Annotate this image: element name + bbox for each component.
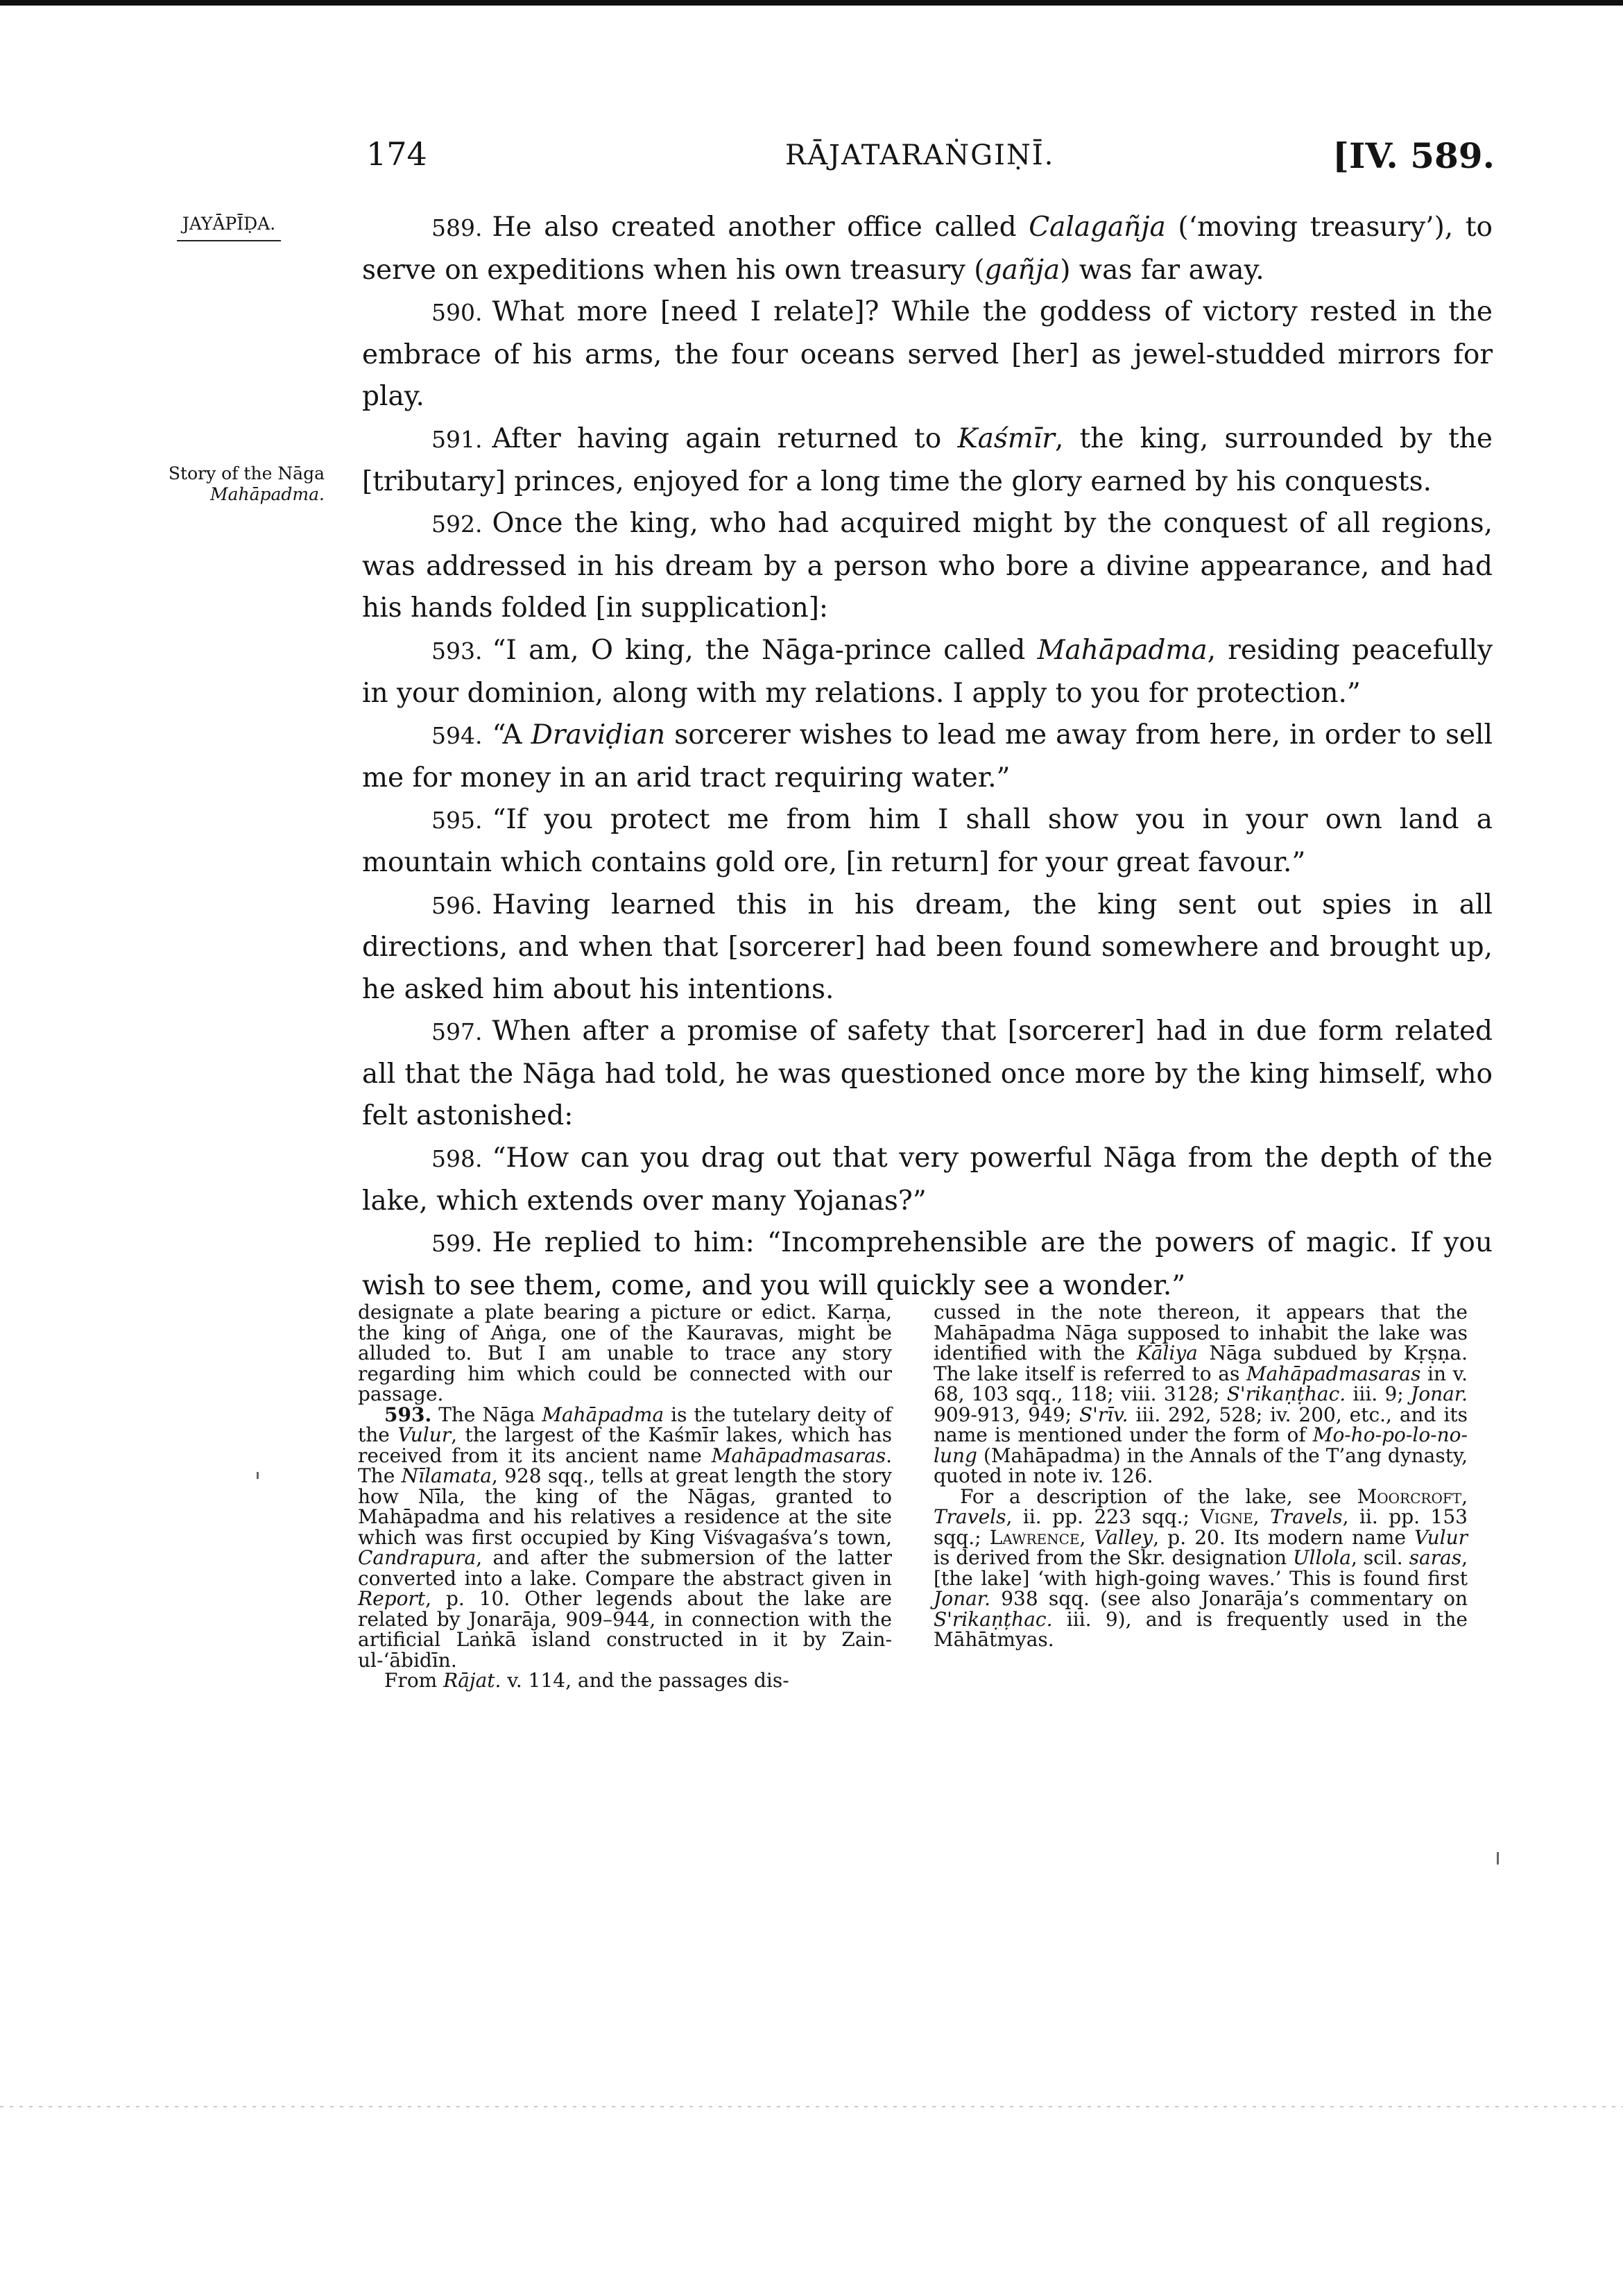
- verse-number: 593.: [431, 637, 483, 665]
- margin-note-story-line1: Story of the Nāga: [168, 463, 325, 483]
- note-text: , p. 10. Other legends about the lake are related by Jonarāja, 909–944, in connection with the artificial Laṅkā island constructed in it by Zain-ul-‘ābidīn.: [358, 1587, 892, 1672]
- verse-number: 596.: [431, 891, 483, 919]
- verse-italic: Mahāpadma: [1037, 634, 1208, 666]
- verse-592: [362, 503, 1493, 630]
- verse-text: , the king, surrounded by the [tributary] princes, enjoyed for a long time the glory earned by his conquests.: [362, 422, 1493, 497]
- verse-598: [362, 1138, 1493, 1222]
- note-text: The Nāga: [431, 1403, 542, 1426]
- verse-italic: gañja: [984, 254, 1060, 286]
- verse-italic: Kaśmīr: [957, 422, 1055, 454]
- verse-text: “How can you drag out that very powerful Nāga from the depth of the lake, which extends over many Yojanas?”: [362, 1142, 1493, 1217]
- note-paragraph: [934, 1484, 1468, 1651]
- note-smallcaps: Lawrence: [989, 1525, 1080, 1549]
- verse-text: sorcerer wishes to lead me away from here, in order to sell me for money in an arid tract requiring water.”: [362, 719, 1493, 794]
- verse-text: Having learned this in his dream, the king sent out spies in all directions, and when that [sorcerer] had been found somewhere and brought up, he asked him about his intentions.: [362, 889, 1493, 1005]
- verse-text: “A: [492, 719, 531, 751]
- note-italic: S'rikaṇṭhac.: [1226, 1382, 1346, 1405]
- footnotes-right-column: [934, 1302, 1468, 1650]
- margin-note-jayapida: [177, 214, 281, 241]
- verse-text: “I am, O king, the Nāga-prince called: [492, 634, 1038, 666]
- top-edge-rule: [0, 0, 1623, 6]
- verse-number: 598.: [431, 1145, 483, 1173]
- verse-597: [362, 1011, 1493, 1138]
- note-text: For a description of the lake, see: [960, 1484, 1357, 1508]
- verse-italic: Draviḍian: [531, 719, 666, 751]
- note-italic: S'rikaṇṭhac.: [934, 1607, 1053, 1631]
- note-text: iii. 9;: [1346, 1382, 1411, 1405]
- verse-596: [362, 884, 1493, 1011]
- note-italic: Vulur: [397, 1423, 452, 1446]
- note-italic: Mahāpadma: [542, 1403, 664, 1426]
- note-smallcaps: Moorcroft: [1357, 1484, 1462, 1508]
- verse-text: , residing peacefully in your dominion, along with my relations. I apply to you for protection.”: [362, 634, 1493, 709]
- verse-590: [362, 291, 1493, 418]
- note-italic: Mo-ho-po-lo-no-lung: [934, 1423, 1468, 1467]
- note-text: . The: [358, 1443, 892, 1487]
- verse-number: 599.: [431, 1230, 483, 1258]
- main-text: [362, 207, 1493, 1307]
- verse-text: He replied to him: “Incomprehensible are the powers of magic. If you wish to see them, come, and you will quickly see a wonder.”: [362, 1227, 1493, 1301]
- margin-note-story: [169, 463, 325, 505]
- note-italic: Ullola: [1292, 1546, 1351, 1569]
- note-text: ,: [1079, 1525, 1094, 1549]
- verse-number: 591.: [431, 425, 483, 453]
- verse-number: 597.: [431, 1018, 483, 1046]
- note-italic: Report: [358, 1587, 426, 1610]
- verse-text: (‘moving treasury’), to serve on expeditions when his own treasury (: [362, 212, 1493, 286]
- verse-number: 590.: [431, 299, 483, 327]
- note-text: is the tutelary deity of the: [358, 1403, 892, 1446]
- scan-speck: [1497, 1852, 1499, 1865]
- verse-number: 589.: [431, 214, 483, 241]
- note-smallcaps: Vigne: [1200, 1505, 1253, 1528]
- scan-speck: [257, 1472, 259, 1479]
- note-italic: Vulur: [1414, 1525, 1468, 1549]
- note-text: , and after the submersion of the latter converted into a lake. Compare the abstract given in: [358, 1546, 892, 1590]
- note-italic: Kāliya: [1136, 1342, 1198, 1364]
- note-text: , [the lake] ‘with high-going waves.’ This is found first: [934, 1546, 1468, 1590]
- note-text: designate a plate bearing a picture or edict. Karṇa, the king of Aṅga, one of the Kauravas, might be alluded to. But I am unable to trace any story regarding him which could be connected with our passage.: [358, 1301, 892, 1405]
- note-text: From: [384, 1669, 444, 1692]
- verse-text: What more [need I relate]? While the goddess of victory rested in the embrace of his arms, the four oceans served [her] as jewel-studded mirrors for play.: [362, 296, 1493, 413]
- note-italic: Jonar.: [1410, 1382, 1468, 1405]
- note-italic: Jonar.: [934, 1587, 991, 1610]
- verse-text: When after a promise of safety that [sorcerer] had in due form related all that the Nāga had told, he was questioned once more by the king himself, who felt astonished:: [362, 1016, 1493, 1132]
- footnotes-left-column: [358, 1302, 892, 1691]
- note-number: 593.: [384, 1403, 432, 1426]
- note-text: in v. 68, 103 sqq., 118; viii. 3128;: [934, 1362, 1468, 1405]
- running-title: RĀJATARAṄGIṆĪ.: [785, 139, 1055, 171]
- verse-text: “If you protect me from him I shall show you in your own land a mountain which contains gold ore, [in return] for your great favour.”: [362, 804, 1493, 878]
- note-text: 938 sqq. (see also Jonarāja’s commentary on: [990, 1587, 1468, 1610]
- verse-text: ) was far away.: [1060, 254, 1264, 286]
- section-reference: [IV. 589.: [1332, 135, 1495, 176]
- note-italic: S'rīv.: [1079, 1403, 1128, 1426]
- note-italic: Candrapura: [358, 1546, 476, 1569]
- verse-text: Once the king, who had acquired might by the conquest of all regions, was addressed in his dream by a person who bore a divine appearance, and had his hands folded [in supplication]:: [362, 508, 1493, 624]
- note-italic: Travels: [1270, 1505, 1343, 1528]
- verse-text: He also created another office called: [492, 212, 1029, 243]
- verse-591: [362, 418, 1493, 503]
- margin-note-jayapida-text: JAYĀPĪḌA.: [182, 214, 276, 234]
- verse-595: [362, 799, 1493, 884]
- margin-note-story-line2: Mahāpadma.: [210, 484, 325, 504]
- note-italic: Nīlamata: [401, 1464, 492, 1487]
- note-text: , scil.: [1350, 1546, 1409, 1569]
- note-593: [358, 1405, 892, 1671]
- note-italic: Mahāpadmasaras: [1246, 1362, 1421, 1385]
- note-paragraph: [358, 1302, 892, 1405]
- note-italic: Rājat.: [443, 1669, 501, 1692]
- note-text: ,: [1253, 1505, 1271, 1528]
- note-italic: saras: [1409, 1546, 1462, 1569]
- note-italic: Mahāpadmasaras: [711, 1443, 886, 1467]
- note-text: (Mahāpadma) in the Annals of the T’ang dynasty, quoted in note iv. 126.: [934, 1443, 1468, 1487]
- verse-594: [362, 714, 1493, 799]
- verse-589: [362, 207, 1493, 291]
- note-text: iii. 9), and is frequently used in the Māhātmyas.: [934, 1607, 1468, 1651]
- note-text: iii. 292, 528; iv. 200, etc., and its name is mentioned under the form of: [934, 1403, 1468, 1446]
- page-header: [0, 135, 1623, 184]
- note-paragraph: [934, 1302, 1468, 1487]
- note-italic: Valley: [1094, 1525, 1153, 1549]
- note-text: , ii. pp. 153 sqq.;: [934, 1505, 1468, 1549]
- note-text: , 928 sqq., tells at great length the story how Nīla, the king of the Nāgas, granted to Mahāpadma and his relatives a residence at the site which was first occupied by King Viśvagaśva’s town,: [358, 1464, 892, 1549]
- note-text: , the largest of the Kaśmīr lakes, which has received from it its ancient name: [358, 1423, 892, 1467]
- note-text: , p. 20. Its modern name: [1153, 1525, 1415, 1549]
- verse-number: 595.: [431, 807, 483, 834]
- note-italic: Travels: [934, 1505, 1006, 1528]
- note-text: , ii. pp. 223 sqq.;: [1006, 1505, 1201, 1528]
- verse-number: 594.: [431, 722, 483, 750]
- page-number: 174: [366, 135, 427, 173]
- note-text: cussed in the note thereon, it appears that the Mahāpadma Nāga supposed to inhabit the lake was identified with the: [934, 1301, 1468, 1364]
- note-text: is derived from the Skr. designation: [934, 1546, 1293, 1569]
- verse-italic: Calagañja: [1029, 212, 1166, 243]
- note-text: v. 114, and the passages dis-: [501, 1669, 789, 1692]
- verse-text: After having again returned to: [492, 422, 958, 454]
- note-text: ,: [1461, 1484, 1468, 1508]
- verse-599: [362, 1222, 1493, 1307]
- note-text: Nāga subdued by Kṛṣṇa. The lake itself is referred to as: [934, 1342, 1468, 1385]
- note-text: 909-913, 949;: [934, 1403, 1079, 1426]
- note-paragraph: [358, 1670, 892, 1691]
- scan-artifact-line: [0, 2106, 1623, 2107]
- verse-number: 592.: [431, 511, 483, 538]
- verse-593: [362, 630, 1493, 714]
